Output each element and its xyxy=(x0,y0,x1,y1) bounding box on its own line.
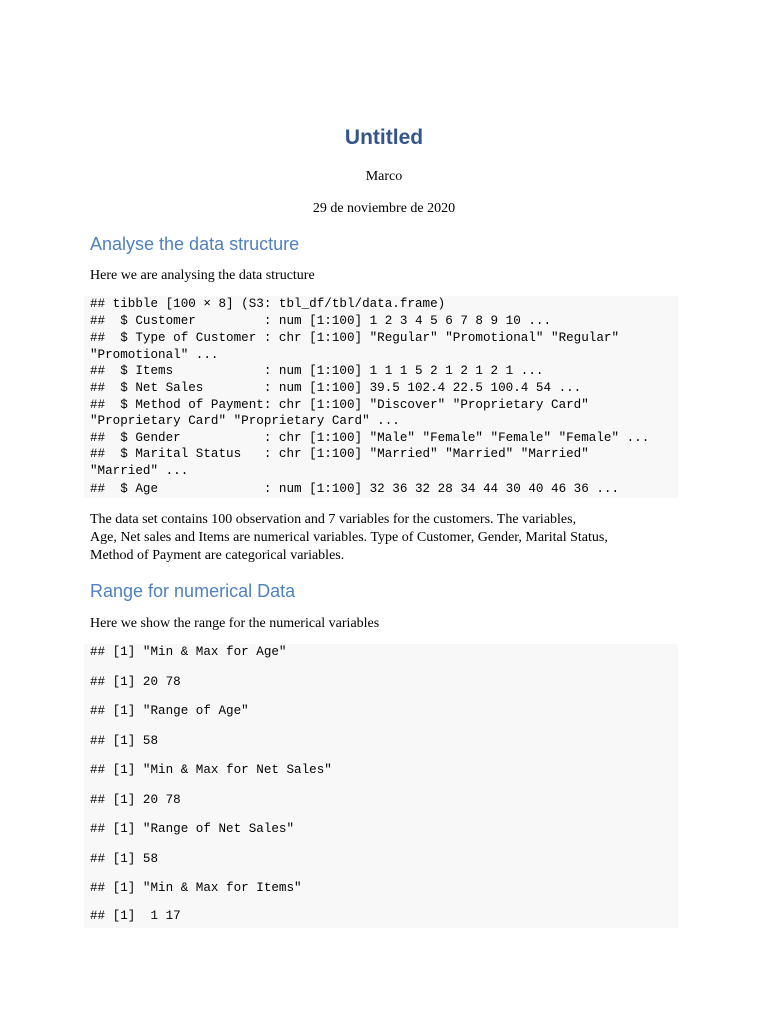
code-output-line: ## $ Method of Payment: chr [1:100] "Discover" "Proprietary Card" xyxy=(90,398,589,412)
section-intro-range: Here we show the range for the numerical variables xyxy=(90,616,380,631)
code-output-line: "Proprietary Card" "Proprietary Card" ... xyxy=(90,414,400,428)
document-author: Marco xyxy=(365,169,403,184)
range-output-line: ## [1] 58 xyxy=(90,734,159,748)
code-output-line: ## $ Items : num [1:100] 1 1 1 5 2 1 2 1 2 1 ... xyxy=(90,364,544,378)
code-output-block-range xyxy=(84,644,678,928)
code-output-line: ## $ Net Sales : num [1:100] 39.5 102.4 22.5 100.4 54 ... xyxy=(90,381,582,395)
code-output-line: ## $ Customer : num [1:100] 1 2 3 4 5 6 7 8 9 10 ... xyxy=(90,314,552,328)
code-output-block-structure xyxy=(84,296,678,498)
range-output-line: ## [1] "Min & Max for Net Sales" xyxy=(90,763,332,777)
range-output-line: ## [1] "Range of Net Sales" xyxy=(90,822,295,836)
range-output-line: ## [1] 58 xyxy=(90,852,159,866)
range-output-line: ## [1] "Range of Age" xyxy=(90,704,249,718)
section-intro-data-structure: Here we are analysing the data structure xyxy=(90,268,315,283)
summary-line-1: The data set contains 100 observation and 7 variables for the customers. The variables, xyxy=(90,512,577,527)
summary-line-3: Method of Payment are categorical variables. xyxy=(90,548,345,563)
section-heading-range: Range for numerical Data xyxy=(90,581,296,601)
code-output-line: ## $ Age : num [1:100] 32 36 32 28 34 44 30 40 46 36 ... xyxy=(90,482,620,496)
range-output-line: ## [1] 1 17 xyxy=(90,909,181,923)
document-date: 29 de noviembre de 2020 xyxy=(312,201,456,216)
document-title: Untitled xyxy=(344,126,424,149)
code-output-line: ## $ Type of Customer : chr [1:100] "Regular" "Promotional" "Regular" xyxy=(90,331,620,345)
section-heading-data-structure: Analyse the data structure xyxy=(90,234,300,254)
summary-line-2: Age, Net sales and Items are numerical variables. Type of Customer, Gender, Marital Status, xyxy=(90,530,608,545)
code-output-line: "Promotional" ... xyxy=(90,348,219,362)
range-output-line: ## [1] "Min & Max for Age" xyxy=(90,645,287,659)
code-output-line: ## $ Gender : chr [1:100] "Male" "Female" "Female" "Female" ... xyxy=(90,431,650,445)
code-output-line: ## tibble [100 × 8] (S3: tbl_df/tbl/data.frame) xyxy=(90,297,446,311)
code-output-line: "Married" ... xyxy=(90,464,189,478)
range-output-line: ## [1] 20 78 xyxy=(90,793,181,807)
range-output-line: ## [1] 20 78 xyxy=(90,675,181,689)
code-output-line: ## $ Marital Status : chr [1:100] "Married" "Married" "Married" xyxy=(90,447,589,461)
range-output-line: ## [1] "Min & Max for Items" xyxy=(90,881,302,895)
